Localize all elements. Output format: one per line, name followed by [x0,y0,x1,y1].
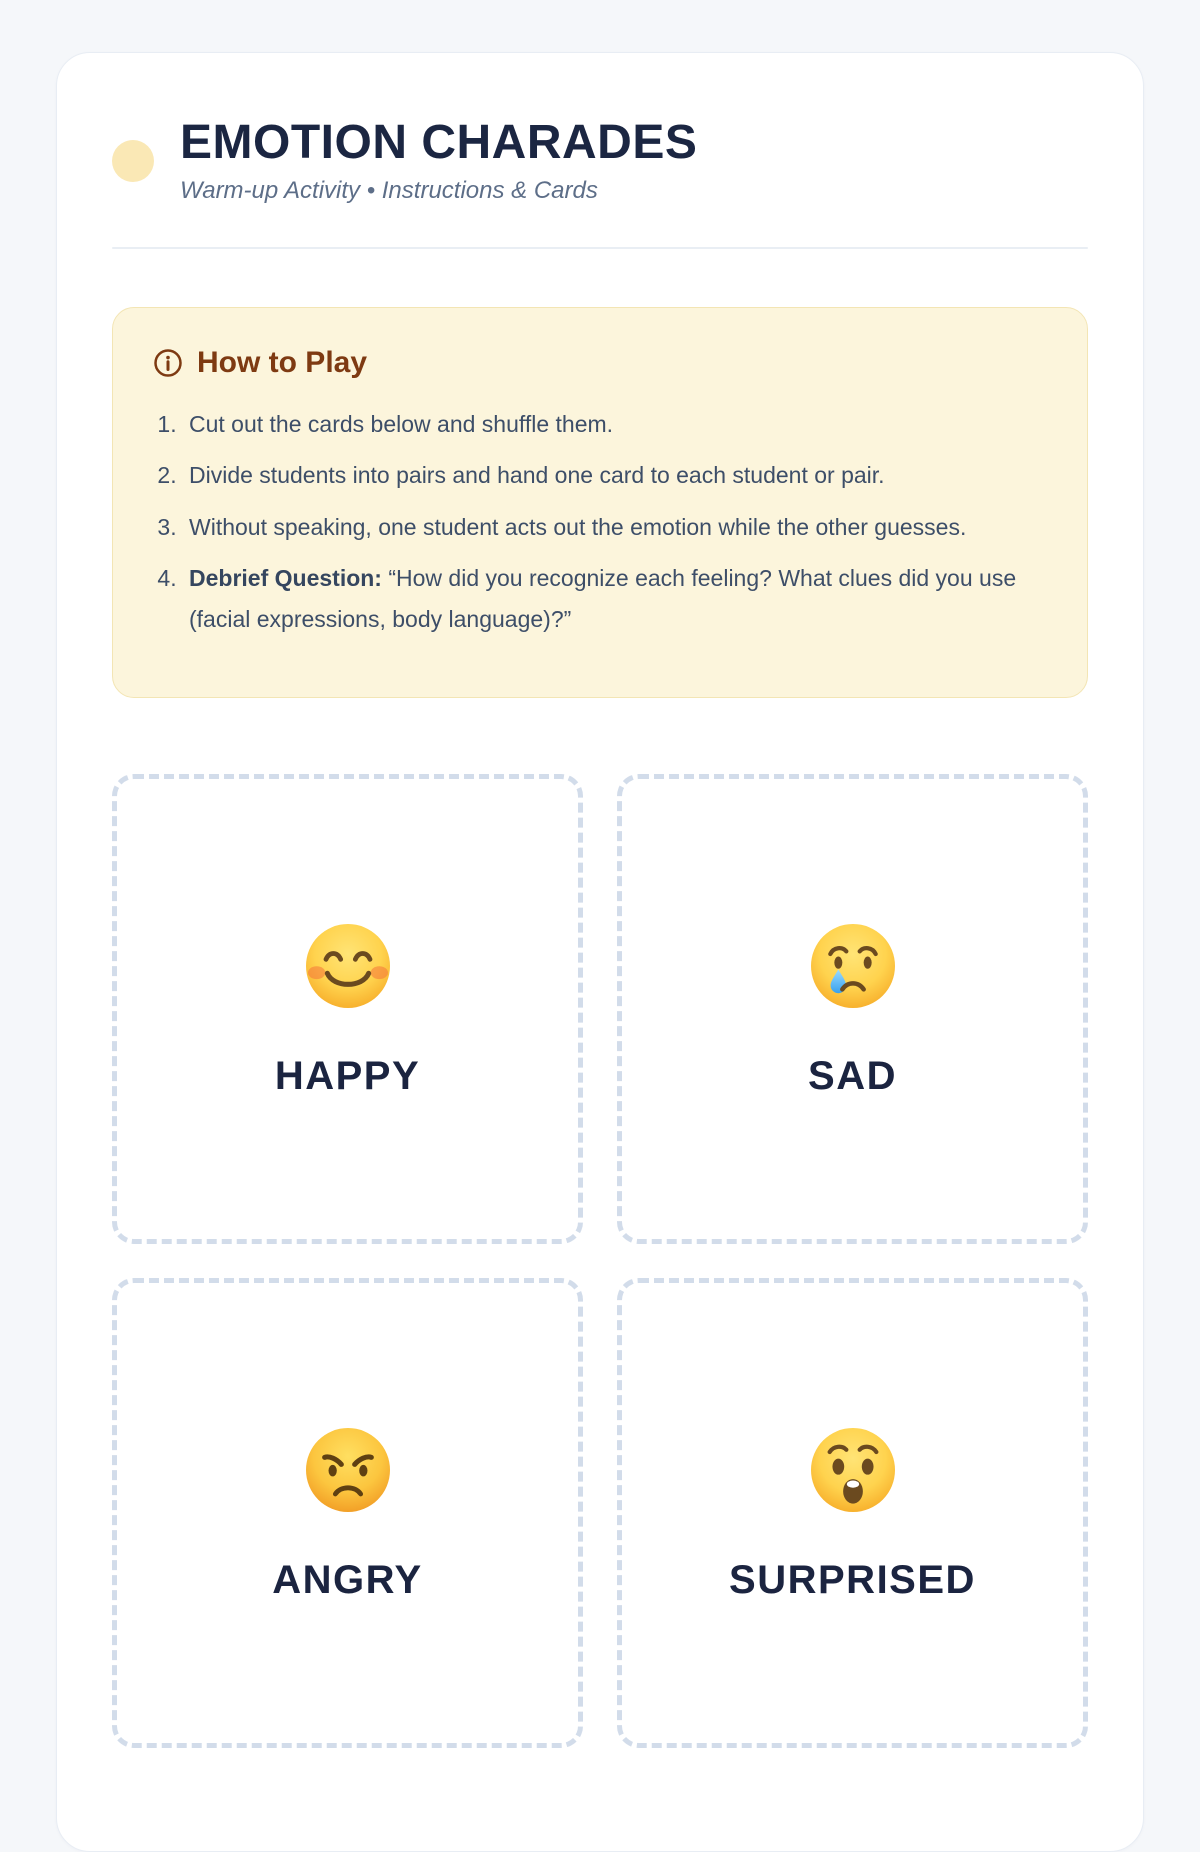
astonished-face-emoji [805,1422,901,1518]
how-to-play-box [112,307,1088,698]
emotion-card [617,1278,1088,1748]
card-label: ANGRY [272,1557,423,1602]
smiling-face-emoji [300,918,396,1014]
how-to-play-heading [153,346,1047,380]
card-label: SAD [808,1053,897,1098]
card-label: SURPRISED [729,1557,976,1602]
card-label: HAPPY [274,1053,421,1098]
instruction-step: 1. Cut out the cards below and shuffle them. [183,404,1047,445]
page-title: EMOTION CHARADES [180,116,698,169]
instructions-list [153,404,1047,641]
cards-grid [112,774,1088,1748]
info-icon [153,348,183,378]
emotion-card [112,1278,583,1748]
header-divider [112,247,1088,249]
worksheet [56,52,1144,1852]
angry-face-emoji [300,1422,396,1518]
crying-face-emoji [805,918,901,1014]
page-subtitle: Warm-up Activity • Instructions & Cards [180,176,598,204]
accent-dot [112,140,154,182]
header-text [180,117,697,205]
emotion-card [112,774,583,1244]
emotion-card [617,774,1088,1244]
instruction-step: 4. Debrief Question: “How did you recognize each feeling? What clues did you use (facial expressions, body language)?” [183,558,1047,641]
header [112,117,1088,205]
instruction-step: 2. Divide students into pairs and hand one card to each student or pair. [183,455,1047,496]
instruction-step: 3. Without speaking, one student acts out the emotion while the other guesses. [183,507,1047,548]
how-to-play-title: How to Play [197,345,368,379]
